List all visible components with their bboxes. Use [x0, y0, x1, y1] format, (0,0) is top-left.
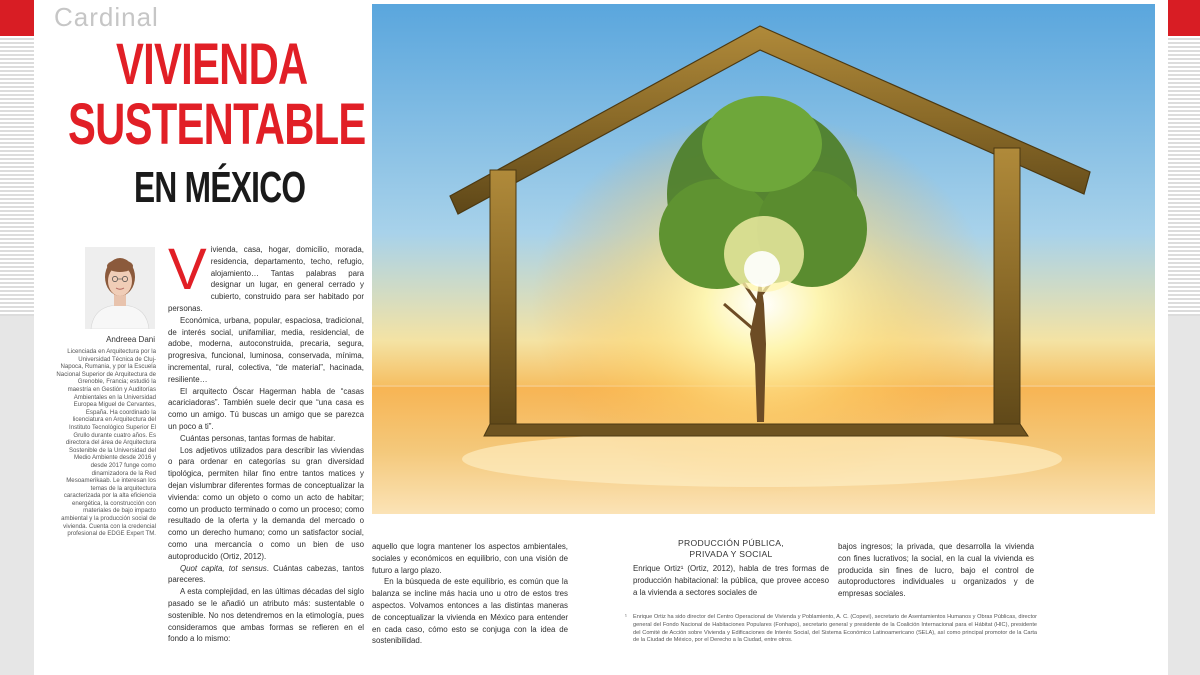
paragraph: Cuántas personas, tantas formas de habitar.: [180, 433, 336, 443]
paragraph: En la búsqueda de este equilibrio, es común que la balanza se incline más hacia uno u otro de estos tres aspectos. Volvamos entonces a las distintas maneras de conceptualizar la vivienda en México para entender en cada caso, cómo esto se conjuga con la idea de sostenibilidad.: [372, 577, 568, 646]
left-stripe-pattern: [0, 36, 34, 316]
right-red-tab: [1168, 0, 1200, 36]
paragraph: [168, 563, 364, 587]
footnote: [625, 614, 1037, 645]
paragraph: A esta complejidad, en las últimas décadas del siglo pasado se le añadió un atributo más: sustentable o sostenible. No nos detendremos en la etimología, pues consideramos que ambas formas se refieren en el fondo a lo mismo:: [168, 587, 364, 644]
paragraph: Los adjetivos utilizados para describir las viviendas o para ordenar en categorías su gran diversidad tipológica, permiten hilar fino entre tantos matices y dejan vislumbrar diferentes formas de conceptualizar la vivienda: como un objeto o como un acto de habitar; como un producto terminado o como un proceso; como resultado de la oferta y la demanda del mercado o como un derecho humano; como un satisfactor social, como una mercancía o como un bien de uso autoproducido (Ortiz, 2012).: [168, 445, 364, 561]
article-column-3: [633, 538, 829, 598]
footnote-marker: ¹: [625, 614, 627, 620]
title-line-1: VIVIENDA: [116, 32, 308, 97]
section-name: Cardinal: [54, 2, 159, 32]
title-line-2: SUSTENTABLE: [68, 92, 366, 157]
footnote-text: Enrique Ortiz ha sido director del Centro Operacional de Vivienda y Poblamiento, A. C. (Copevi), secretario de Asentamientos Humanos y Obras Públicas, director general del Fondo Nacional de Habitaciones Populares (Fonhapo), secretario general y presidente de la Coalición Internacional para el Hábitat (HIC), presidente del Comité de Acción sobre Vivienda y Edificaciones de Interés Social, del Sistema Económico Latinoamericano (SELA), así como principal promotor de la Carta de la Ciudad de México, por el Derecho a la Ciudad, entre otros.: [633, 614, 1037, 644]
author-name: Andreea Dani: [106, 335, 155, 344]
latin-phrase: Quot capita, tot sensus: [180, 563, 267, 573]
house-frame-tree-illustration: [372, 4, 1155, 514]
hero-image: [372, 4, 1155, 514]
article-column-1: [168, 237, 364, 645]
author-bio: Licenciada en Arquitectura por la Universidad Técnica de Cluj-Napoca, Rumania, y por la Escuela Nacional Superior de Arquitectura de Grenoble, Francia; estudió la maestría en Gestión y Auditorías Ambientales en la Universidad Europea Miguel de Cervantes, España. Ha coordinado la licenciatura en Arquitectura del Instituto Tecnológico Superior El Grullo durante cuatro años. Es directora del área de Arquitectura Sostenible de la Universidad del Medio Ambiente desde 2016 y desde 2017 funge como dinamizadora de la Red Mesoamerikaab. Le interesan los temas de la arquitectura caracterizada por la alta eficiencia energética, la construcción con materiales de bajo impacto ambiental y la producción social de vivienda. Cuenta con la credencial profesional de EDGE Expert TM.: [56, 348, 156, 538]
right-stripe-pattern: [1168, 36, 1200, 316]
subheading-line-1: PRODUCCIÓN PÚBLICA,: [678, 538, 784, 548]
paragraph: Económica, urbana, popular, espaciosa, tradicional, de interés social, unifamiliar, media, residencial, de adobe, moderna, autoconstruida, precaria, segura, progresiva, funcional, luminosa, conservada, mínima, incremental, rural, colectiva, “de material”, hacinada, resiliente…: [168, 315, 364, 384]
section-subheading: [633, 538, 829, 560]
article-column-2: [372, 541, 568, 647]
title-line-3: EN MÉXICO: [134, 163, 306, 212]
paragraph: El arquitecto Óscar Hagerman habla de “casas acariciadoras”. También suele decir que “una casa es como un amigo. Tú buscas un amigo que se parezca un poco a ti”.: [168, 386, 364, 431]
article-column-4: [838, 541, 1034, 600]
left-red-tab: [0, 0, 34, 36]
paragraph: ivienda, casa, hogar, domicilio, morada, residencia, departamento, techo, refugio, alojamiento… Tantas palabras para designar un lugar, en general cerrado y cubierto, construido para ser habitado por personas.: [168, 245, 364, 313]
paragraph: Enrique Ortiz¹ (Ortiz, 2012), habla de tres formas de producción habitacional: la pública, que provee acceso a la vivienda a sectores sociales de: [633, 564, 829, 597]
subheading-line-2: PRIVADA Y SOCIAL: [689, 549, 773, 559]
paragraph-text: . Cuántas cabezas, tantos pareceres.: [168, 563, 364, 585]
paragraph: aquello que logra mantener los aspectos ambientales, sociales y económicos en equilibrio, con una visión de futuro a largo plazo.: [372, 542, 568, 575]
author-photo-illustration: [85, 247, 155, 329]
author-portrait: [85, 247, 155, 329]
drop-cap: V: [168, 237, 207, 302]
paragraph: bajos ingresos; la privada, que desarrolla la vivienda con fines lucrativos; la social, en la cual la vivienda es producida sin fines de lucro, bajo el control de autoproductores individuales u organizados y de empresas sociales.: [838, 542, 1034, 599]
